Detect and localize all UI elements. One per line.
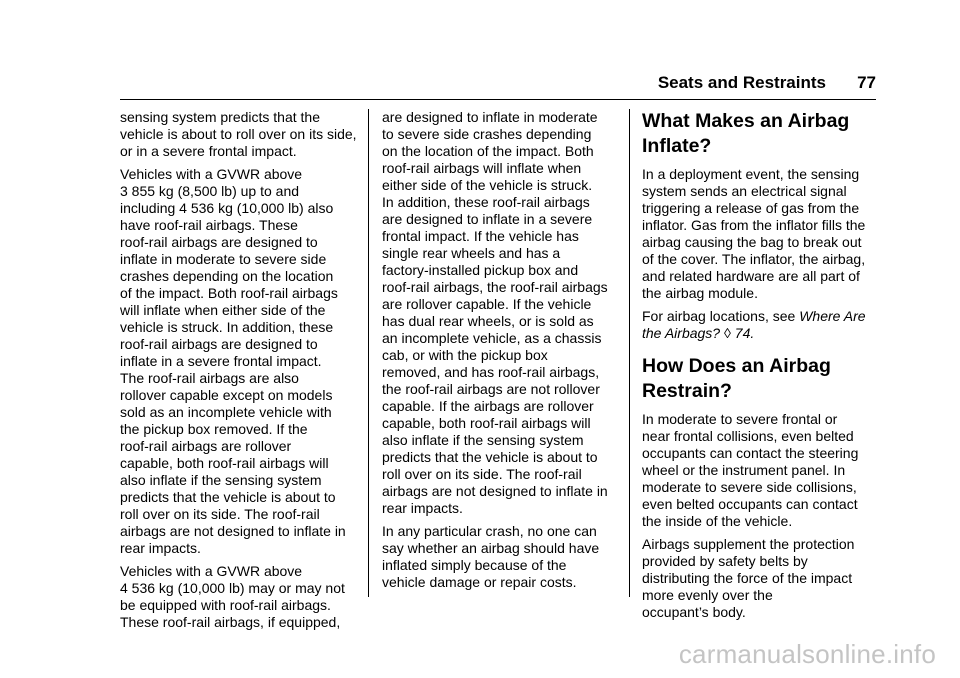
text-line: Vehicles with a GVWR above — [120, 563, 303, 579]
text-line: roof-rail airbags are designed to — [120, 234, 318, 250]
text-line: the roof-rail airbags are not rollover — [382, 381, 600, 397]
text-line: airbags are not designed to inflate in — [120, 523, 346, 539]
text-line: crashes depending on the location — [120, 268, 334, 284]
text-line: system sends an electrical signal — [642, 183, 847, 199]
section-heading — [642, 109, 876, 159]
text-line: are designed to inflate in moderate — [382, 109, 598, 125]
text-line: either side of the vehicle is struck. — [382, 177, 593, 193]
text-line: capable. If the airbags are rollover — [382, 398, 594, 414]
section-title: Seats and Restraints — [657, 73, 826, 92]
text-line: has dual rear wheels, or is sold as — [382, 313, 594, 329]
text-line: What Makes an Airbag — [642, 110, 850, 132]
watermark: carmanualsonline.info — [678, 639, 936, 669]
text-line: even belted occupants can contact — [642, 496, 858, 512]
text-line: rear impacts. — [120, 540, 201, 556]
paragraph — [382, 109, 620, 517]
text-line: more evenly over the — [642, 587, 773, 603]
section-heading — [642, 354, 876, 404]
text-line: occupant’s body. — [642, 604, 746, 620]
text-line: rollover capable except on models — [120, 387, 333, 403]
text-line: roof-rail airbags are rollover — [120, 438, 292, 454]
page-header — [120, 70, 876, 96]
text-line: Inflate? — [642, 135, 712, 157]
text-line: inflated simply because of the — [382, 557, 567, 573]
text-line: vehicle damage or repair costs. — [382, 574, 577, 590]
cross-reference-link[interactable]: the Airbags? — [642, 325, 721, 341]
text-line: near frontal collisions, even belted — [642, 428, 854, 444]
header-rule — [120, 99, 876, 100]
text-line: predicts that the vehicle is about to — [120, 489, 336, 505]
column-2 — [382, 109, 620, 597]
page-reference-icon: ◊ — [723, 325, 731, 341]
text-line: wheel or the instrument panel. In — [642, 462, 846, 478]
paragraph — [642, 411, 876, 530]
page-reference-number[interactable]: 74 — [734, 325, 751, 341]
text-line: an incomplete vehicle, as a chassis — [382, 330, 602, 346]
column-divider — [629, 109, 630, 597]
text-line: vehicle is struck. In addition, these — [120, 319, 334, 335]
text-line: are designed to inflate in a severe — [382, 211, 593, 227]
text-line: also inflate if the sensing system — [120, 472, 322, 488]
text-line: factory-installed pickup box and — [382, 262, 579, 278]
text-span: . — [750, 325, 755, 341]
text-line: be equipped with roof-rail airbags. — [120, 597, 331, 613]
text-line: frontal impact. If the vehicle has — [382, 228, 579, 244]
text-line: In moderate to severe frontal or — [642, 411, 838, 427]
text-line: removed, and has roof-rail airbags, — [382, 364, 600, 380]
text-line: are rollover capable. If the vehicle — [382, 296, 592, 312]
text-line: roof-rail airbags are designed to — [120, 336, 318, 352]
text-line: say whether an airbag should have — [382, 540, 600, 556]
text-line: capable, both roof-rail airbags will — [382, 415, 591, 431]
text-line: inflate in moderate to severe side — [120, 251, 327, 267]
text-line: of the impact. Both roof-rail airbags — [120, 285, 338, 301]
text-line: Airbags supplement the protection — [642, 536, 855, 552]
text-line: inflator. Gas from the inflator fills the — [642, 217, 866, 233]
text-line: provided by safety belts by — [642, 553, 808, 569]
text-line: airbag causing the bag to break out — [642, 234, 862, 250]
text-line: moderate to severe side collisions, — [642, 479, 857, 495]
text-line: airbags are not designed to inflate in — [382, 483, 608, 499]
paragraph — [382, 523, 620, 591]
text-line: the pickup box removed. If the — [120, 421, 308, 437]
text-line: In any particular crash, no one can — [382, 523, 597, 539]
text-line: In addition, these roof-rail airbags — [382, 194, 590, 210]
paragraph — [120, 563, 358, 631]
text-line: will inflate when either side of the — [120, 302, 326, 318]
column-1 — [120, 109, 358, 637]
text-line: single rear wheels and has a — [382, 245, 561, 261]
text-line: have roof-rail airbags. These — [120, 217, 298, 233]
text-line: sensing system predicts that the vehicle is about to roll over on its side, or in a severe frontal impact. — [120, 109, 357, 159]
paragraph — [642, 308, 876, 342]
text-span: For airbag locations, see — [642, 308, 800, 324]
paragraph — [120, 166, 358, 557]
text-line: the inside of the vehicle. — [642, 513, 793, 529]
text-line: roll over on its side. The roof-rail — [120, 506, 320, 522]
text-line: roof-rail airbags will inflate when — [382, 160, 582, 176]
column-3 — [642, 109, 876, 627]
text-line: sold as an incomplete vehicle with — [120, 404, 332, 420]
text-line: cab, or with the pickup box — [382, 347, 548, 363]
text-line: roof-rail airbags, the roof-rail airbags — [382, 279, 608, 295]
text-line: occupants can contact the steering — [642, 445, 859, 461]
text-line: Restrain? — [642, 380, 732, 402]
text-line: The roof-rail airbags are also — [120, 370, 299, 386]
text-line: the airbag module. — [642, 285, 758, 301]
text-line: distributing the force of the impact — [642, 570, 853, 586]
text-line: 3 855 kg (8,500 lb) up to and — [120, 183, 300, 199]
text-line: inflate in a severe frontal impact. — [120, 353, 322, 369]
cross-reference-link[interactable]: Where Are — [799, 308, 866, 324]
text-line: to severe side crashes depending — [382, 126, 592, 142]
text-line: rear impacts. — [382, 500, 463, 516]
column-divider — [368, 109, 369, 597]
text-line: roll over on its side. The roof-rail — [382, 466, 582, 482]
paragraph — [642, 166, 876, 302]
paragraph — [120, 109, 358, 160]
text-line: on the location of the impact. Both — [382, 143, 594, 159]
text-line: of the cover. The inflator, the airbag, — [642, 251, 866, 267]
page-number: 77 — [857, 73, 876, 92]
text-line: In a deployment event, the sensing — [642, 166, 860, 182]
text-line: These roof-rail airbags, if equipped, — [120, 614, 341, 630]
text-line: How Does an Airbag — [642, 355, 831, 377]
text-line: triggering a release of gas from the — [642, 200, 860, 216]
text-line: predicts that the vehicle is about to — [382, 449, 598, 465]
text-line: also inflate if the sensing system — [382, 432, 584, 448]
text-line: and related hardware are all part of — [642, 268, 860, 284]
text-line: including 4 536 kg (10,000 lb) also — [120, 200, 334, 216]
text-line: 4 536 kg (10,000 lb) may or may not — [120, 580, 345, 596]
paragraph — [642, 536, 876, 621]
text-line: Vehicles with a GVWR above — [120, 166, 303, 182]
text-line: capable, both roof-rail airbags will — [120, 455, 329, 471]
